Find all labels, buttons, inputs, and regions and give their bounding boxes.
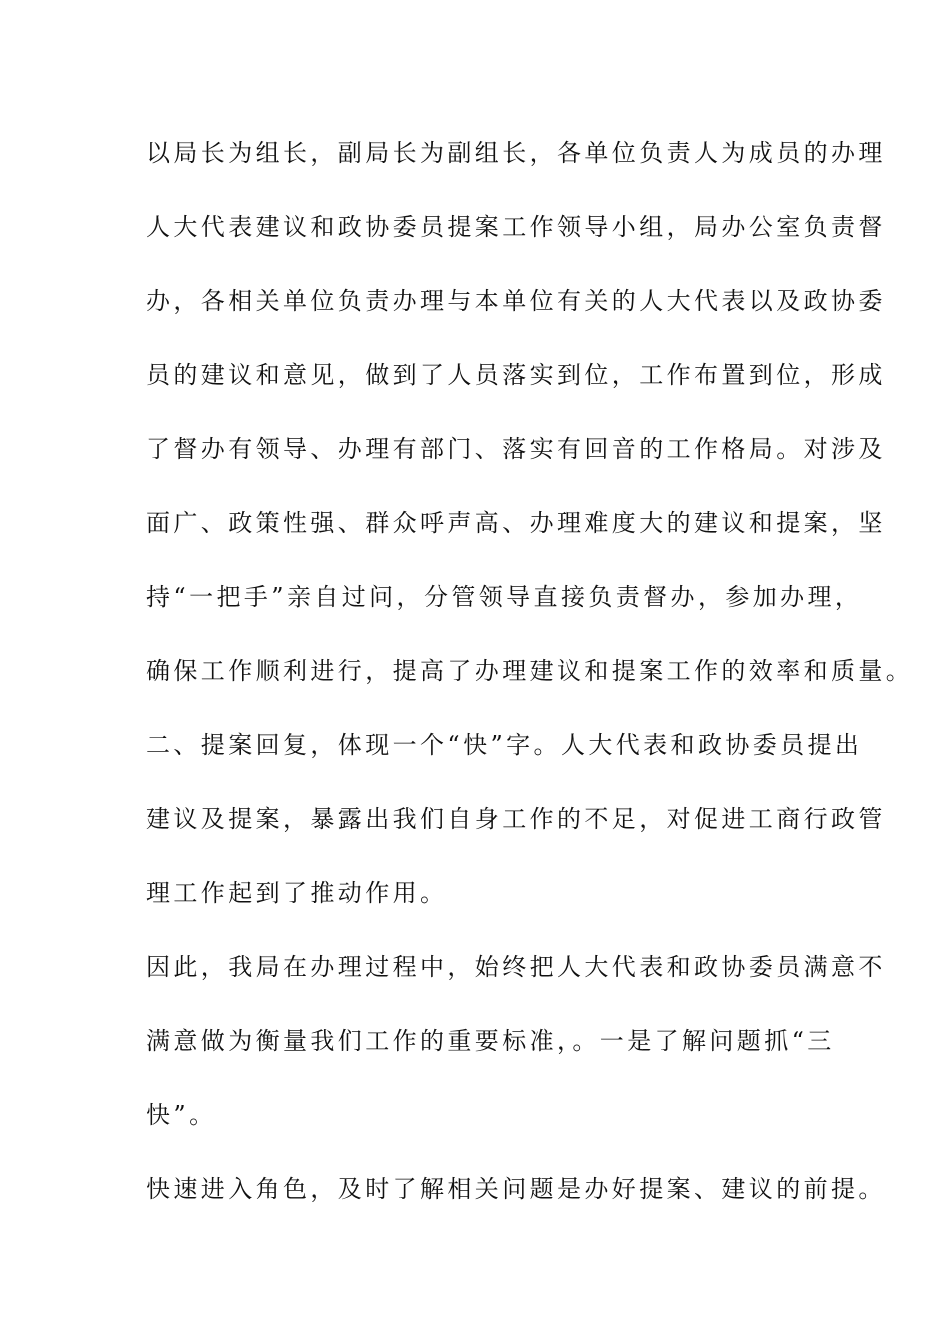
text-line: 员的建议和意见，做到了人员落实到位，工作布置到位，形成 [146,361,886,389]
text-line: 快”。 [146,1101,217,1129]
text-line: 人大代表建议和政协委员提案工作领导小组，局办公室负责督 [146,213,886,241]
text-line: 理工作起到了推动作用。 [146,879,448,907]
text-line: 确保工作顺利进行，提高了办理建议和提案工作的效率和质量。 [146,657,914,685]
text-line: 了督办有领导、办理有部门、落实有回音的工作格局。对涉及 [146,435,886,463]
text-line: 二、提案回复，体现一个“快”字。人大代表和政协委员提出 [146,731,863,759]
text-line: 因此，我局在办理过程中，始终把人大代表和政协委员满意不 [146,953,886,981]
text-line: 以局长为组长，副局长为副组长，各单位负责人为成员的办理 [146,139,886,167]
text-line: 建议及提案，暴露出我们自身工作的不足，对促进工商行政管 [146,805,886,833]
text-line: 持“一把手”亲自过问，分管领导直接负责督办，参加办理， [146,583,863,611]
text-line: 满意做为衡量我们工作的重要标准，。一是了解问题抓“三 [146,1027,835,1055]
text-line: 面广、政策性强、群众呼声高、办理难度大的建议和提案，坚 [146,509,886,537]
text-line: 办，各相关单位负责办理与本单位有关的人大代表以及政协委 [146,287,886,315]
text-line: 快速进入角色，及时了解相关问题是办好提案、建议的前提。 [146,1175,886,1203]
